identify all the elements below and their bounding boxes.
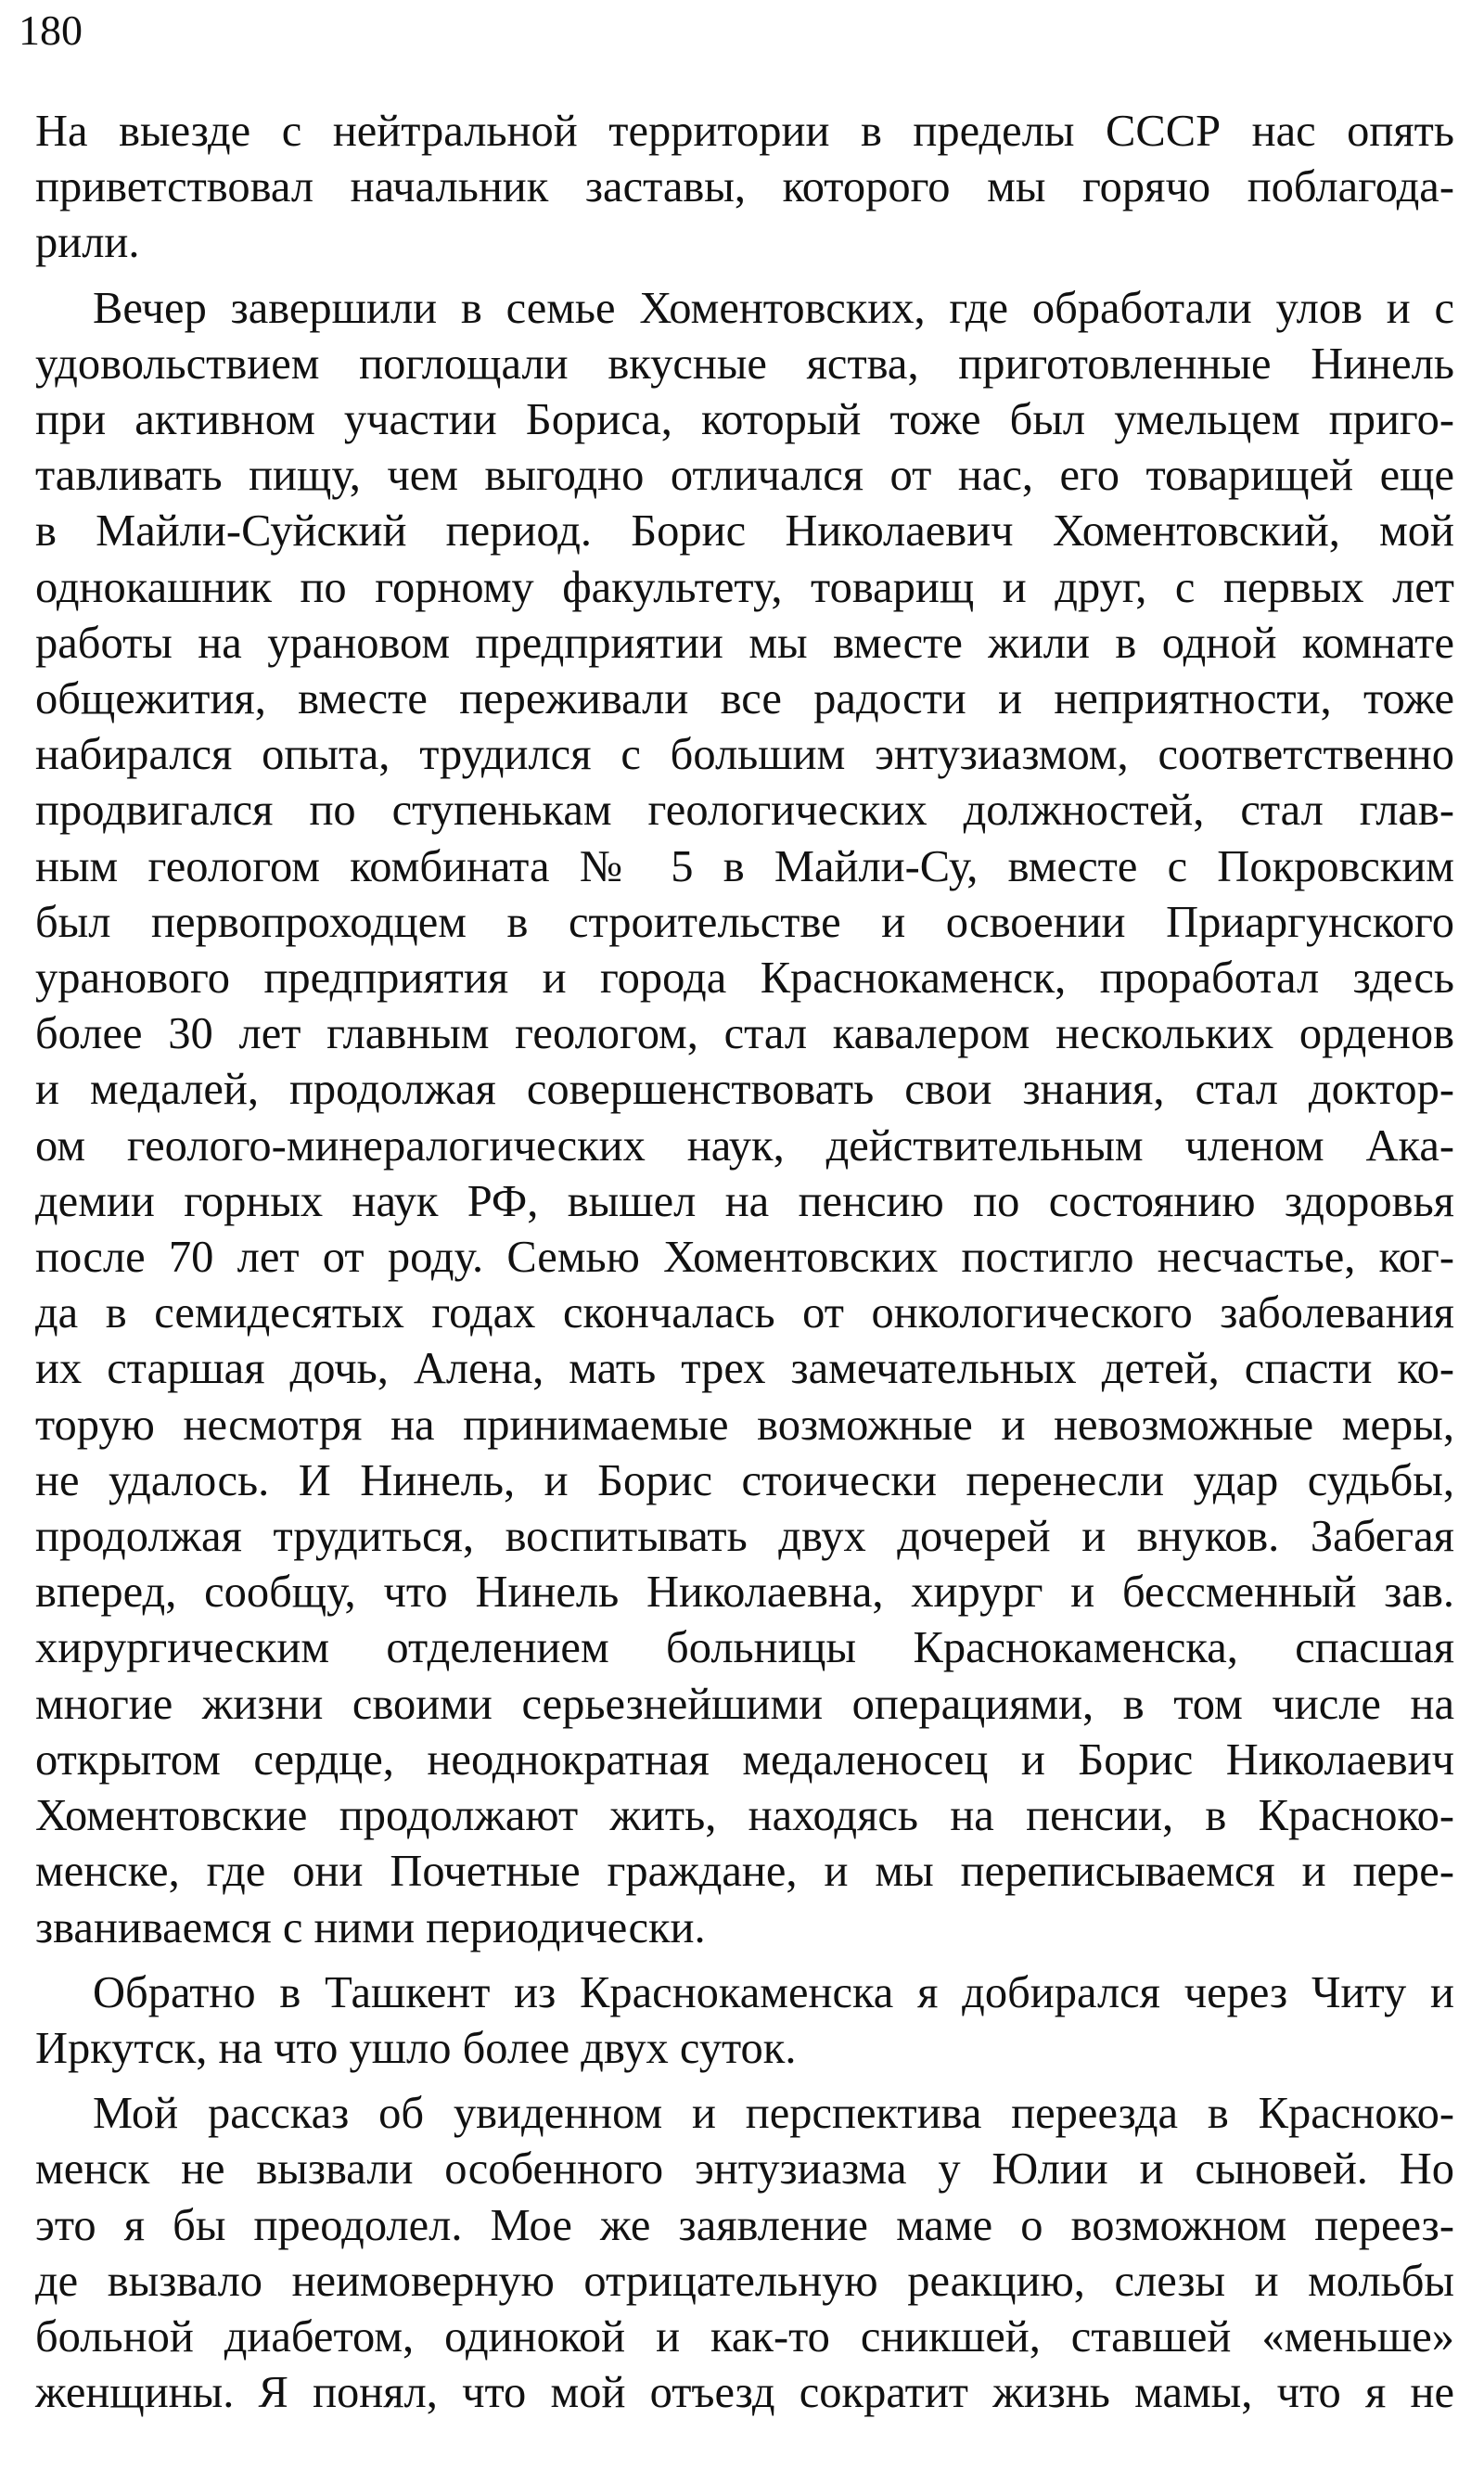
text-line: общежития, вместе переживали все радости и неприятности, тоже — [35, 674, 1454, 724]
text-line: менск не вызвали особенного энтузиазма у Юлии и сыновей. Но — [35, 2144, 1454, 2195]
text-line: удовольствием поглощали вкусные яства, приготовленные Нинель — [35, 339, 1454, 389]
text-line: рили. — [35, 218, 140, 268]
paragraph-1 — [35, 104, 1454, 272]
text-line: более 30 лет главным геологом, стал кавалером нескольких орденов — [35, 1009, 1454, 1059]
page-body — [35, 104, 1454, 2430]
text-line: Обратно в Ташкент из Краснокаменска я добирался через Читу и — [93, 1967, 1454, 2017]
text-line: вперед, сообщу, что Нинель Николаевна, хирург и бессменный зав. — [35, 1568, 1454, 1618]
paragraph-2 — [35, 281, 1454, 1956]
text-line: их старшая дочь, Алена, мать трех замечательных детей, спасти ко- — [35, 1344, 1454, 1394]
text-line: был первопроходцем в строительстве и освоении Приаргунского — [35, 897, 1454, 947]
text-line: работы на урановом предприятии мы вместе жили в одной комнате — [35, 618, 1454, 668]
text-line: однокашник по горному факультету, товарищ и друг, с первых лет — [35, 562, 1454, 612]
text-line: не удалось. И Нинель, и Борис стоически перенесли удар судьбы, — [35, 1455, 1454, 1505]
text-line: демии горных наук РФ, вышел на пенсию по состоянию здоровья — [35, 1176, 1454, 1226]
text-line: де вызвало неимоверную отрицательную реакцию, слезы и мольбы — [35, 2256, 1454, 2306]
text-line: да в семидесятых годах скончалась от онкологического заболевания — [35, 1288, 1454, 1338]
text-line: На выезде с нейтральной территории в пределы СССР нас опять — [35, 107, 1454, 156]
text-line: это я бы преодолел. Мое же заявление маме о возможном переез- — [35, 2200, 1454, 2250]
text-line: Иркутск, на что ушло более двух суток. — [35, 2023, 797, 2073]
text-line: многие жизни своими серьезнейшими операциями, в том числе на — [35, 1679, 1454, 1729]
page-number: 180 — [19, 6, 83, 54]
text-line: приветствовал начальник заставы, которого мы горячо поблагода- — [35, 162, 1454, 212]
text-line: хирургическим отделением больницы Краснокаменска, спасшая — [35, 1623, 1454, 1673]
text-line: ным геологом комбината № 5 в Майли-Су, вместе с Покровским — [35, 841, 1454, 891]
text-line: торую несмотря на принимаемые возможные и невозможные меры, — [35, 1400, 1454, 1450]
text-line: в Майли-Суйский период. Борис Николаевич Хоментовский, мой — [35, 506, 1454, 557]
text-line: набирался опыта, трудился с большим энтузиазмом, соответственно — [35, 730, 1454, 780]
text-line: менске, где они Почетные граждане, и мы переписываемся и пере- — [35, 1847, 1454, 1897]
text-line: больной диабетом, одинокой и как-то сникшей, ставшей «меньше» — [35, 2311, 1454, 2361]
text-line: уранового предприятия и города Краснокаменск, проработал здесь — [35, 954, 1454, 1004]
text-line: и медалей, продолжая совершенствовать свои знания, стал доктор- — [35, 1065, 1454, 1115]
paragraph-3 — [35, 1965, 1454, 2077]
text-line: продвигался по ступенькам геологических должностей, стал глав- — [35, 786, 1454, 836]
text-line: ом геолого-минералогических наук, действительным членом Ака- — [35, 1120, 1454, 1171]
text-line: Вечер завершили в семье Хоментовских, где обработали улов и с — [93, 283, 1454, 333]
text-line: званиваемся с ними периодически. — [35, 1902, 706, 1952]
text-line: при активном участии Бориса, который тоже был умельцем приго- — [35, 395, 1454, 445]
paragraph-4 — [35, 2086, 1454, 2421]
text-line: Мой рассказ об увиденном и перспектива переезда в Красноко- — [93, 2089, 1454, 2139]
text-line: тавливать пищу, чем выгодно отличался от нас, его товарищей еще — [35, 451, 1454, 501]
text-line: продолжая трудиться, воспитывать двух дочерей и внуков. Забегая — [35, 1512, 1454, 1562]
text-line: после 70 лет от роду. Семью Хоментовских постигло несчастье, ког- — [35, 1233, 1454, 1283]
text-line: Хоментовские продолжают жить, находясь на пенсии, в Красноко- — [35, 1791, 1454, 1841]
text-line: женщины. Я понял, что мой отъезд сократит жизнь мамы, что я не — [35, 2368, 1454, 2418]
text-line: открытом сердце, неоднократная медаленосец и Борис Николаевич — [35, 1734, 1454, 1785]
